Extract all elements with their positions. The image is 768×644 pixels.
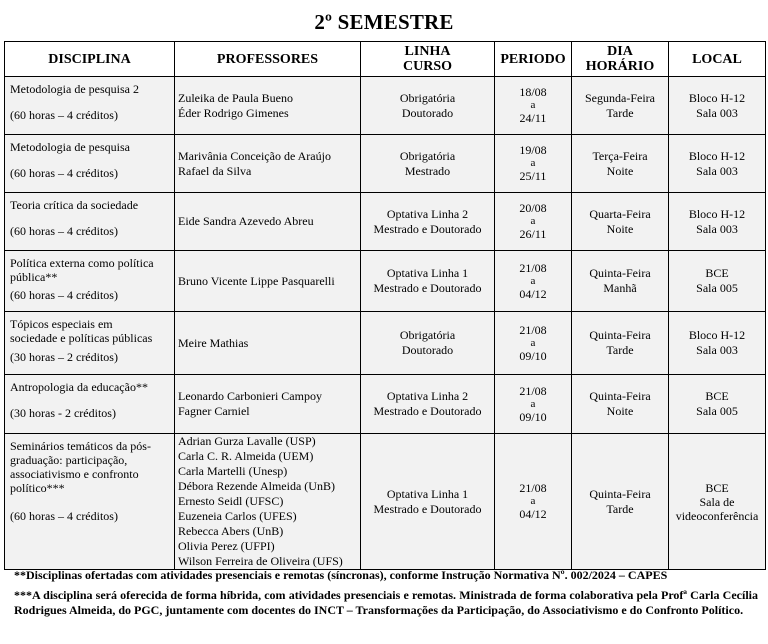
header-dia: DIA: [607, 44, 633, 59]
discipline-cell: [5, 193, 175, 251]
period-separator: a: [530, 157, 536, 169]
discipline-hours: (60 horas – 4 créditos): [10, 509, 118, 523]
period-cell: [495, 251, 572, 312]
local-text: Sala 005: [696, 281, 738, 295]
period-separator: a: [530, 397, 536, 410]
header-row: [5, 42, 766, 77]
period-end: 04/12: [519, 507, 547, 521]
table-row: [5, 77, 766, 135]
line-course-text: Mestrado e Doutorado: [373, 281, 482, 295]
local-text: BCE: [705, 480, 729, 495]
line-course-cell: [361, 251, 495, 312]
day-time-text: Terça-Feira: [592, 148, 648, 163]
period-start: 19/08: [519, 143, 547, 157]
footnote-collaborative: ***A disciplina será oferecida de forma híbrida, com atividades presenciais e remotas. Ministrada de forma colaborativa pela Profª Carla Cecília Rodrigues Almeida, do PGC, juntamente com docentes do INCT – Transformações da Participação, do Associativismo e do Confronto Político.: [14, 587, 758, 617]
line-course-text: Doutorado: [401, 105, 454, 120]
professor-name: Marivânia Conceição de Araújo: [178, 148, 331, 163]
day-time-text: Noite: [606, 163, 634, 178]
discipline-cell: [5, 77, 175, 135]
line-course-cell: [361, 434, 495, 570]
period-cell: [495, 77, 572, 135]
period-end: 25/11: [519, 169, 547, 183]
period-end: 24/11: [519, 111, 547, 125]
discipline-cell: [5, 434, 175, 570]
period-cell: [495, 375, 572, 434]
day-time-text: Quinta-Feira: [589, 328, 651, 342]
local-cell: [669, 251, 766, 312]
discipline-hours: (30 horas – 2 créditos): [10, 350, 118, 364]
period-start: 21/08: [519, 383, 547, 398]
discipline-cell: [5, 375, 175, 434]
professors-cell: [175, 434, 361, 570]
header-curso: CURSO: [402, 59, 452, 74]
page-title: 2º SEMESTRE: [314, 10, 454, 34]
line-course-cell: [361, 135, 495, 193]
line-course-text: Obrigatória: [399, 90, 456, 105]
line-course-text: Optativa Linha 1: [386, 266, 469, 280]
professors-cell: [175, 312, 361, 375]
discipline-cell: [5, 251, 175, 312]
header-linha: LINHA: [404, 44, 451, 59]
discipline-hours: (60 horas – 4 créditos): [10, 224, 118, 238]
period-separator: a: [530, 215, 536, 227]
line-course-text: Mestrado e Doutorado: [373, 501, 482, 516]
professors-cell: [175, 375, 361, 434]
day-time-text: Tarde: [606, 105, 634, 120]
period-start: 18/08: [519, 85, 547, 99]
header-horario: HORÁRIO: [585, 59, 655, 74]
table-row: [5, 375, 766, 434]
local-text: Sala de: [699, 494, 735, 509]
professors-cell: [175, 193, 361, 251]
line-course-text: Doutorado: [401, 343, 454, 357]
line-course-cell: [361, 193, 495, 251]
professor-name: Rebecca Abers (UnB): [178, 524, 284, 538]
day-time-text: Noite: [606, 221, 634, 236]
professor-name: Olivia Perez (UFPI): [178, 539, 275, 553]
line-course-text: Optativa Linha 2: [386, 389, 469, 403]
professor-name: Carla C. R. Almeida (UEM): [178, 449, 314, 463]
day-time-cell: [572, 434, 669, 570]
professor-name: Zuleika de Paula Bueno: [178, 90, 293, 105]
professor-name: Ernesto Seidl (UFSC): [178, 494, 284, 508]
local-cell: [669, 77, 766, 135]
day-time-cell: [572, 251, 669, 312]
discipline-hours: (60 horas – 4 créditos): [10, 166, 118, 180]
local-text: BCE: [705, 266, 729, 280]
period-separator: a: [530, 274, 536, 287]
professor-name: Meire Mathias: [178, 335, 249, 350]
line-course-cell: [361, 77, 495, 135]
period-separator: a: [530, 99, 536, 111]
discipline-name-line: associativismo e confronto: [10, 467, 139, 481]
period-cell: [495, 312, 572, 375]
day-time-cell: [572, 193, 669, 251]
line-course-text: Optativa Linha 2: [386, 206, 469, 221]
line-course-cell: [361, 375, 495, 434]
period-end: 09/10: [519, 348, 547, 363]
discipline-name-line: político***: [10, 481, 65, 495]
professor-name: Éder Rodrigo Gimenes: [178, 105, 289, 120]
day-time-text: Quinta-Feira: [589, 486, 651, 501]
discipline-hours: (60 horas – 4 créditos): [10, 288, 118, 302]
local-text: BCE: [705, 389, 729, 403]
discipline-name-line: Metodologia de pesquisa 2: [10, 82, 139, 96]
day-time-text: Tarde: [606, 343, 634, 357]
day-time-text: Quinta-Feira: [589, 266, 651, 280]
professors-cell: [175, 135, 361, 193]
local-text: Sala 003: [696, 163, 738, 178]
professors-cell: [175, 77, 361, 135]
discipline-name-line: Seminários temáticos da pós-: [10, 439, 151, 453]
header-professores: PROFESSORES: [175, 42, 361, 77]
line-course-text: Obrigatória: [399, 328, 456, 342]
day-time-cell: [572, 135, 669, 193]
line-course-cell: [361, 312, 495, 375]
line-course-text: Mestrado: [404, 163, 451, 178]
line-course-text: Obrigatória: [399, 148, 456, 163]
line-course-text: Mestrado e Doutorado: [373, 404, 482, 418]
period-end: 09/10: [519, 409, 547, 424]
header-disciplina: DISCIPLINA: [5, 42, 175, 77]
day-time-text: Quarta-Feira: [589, 206, 651, 221]
discipline-name-line: graduação: participação,: [10, 453, 128, 467]
day-time-text: Noite: [606, 404, 634, 418]
period-separator: a: [530, 336, 536, 349]
table-row: [5, 135, 766, 193]
period-cell: [495, 193, 572, 251]
professor-name: Leonardo Carbonieri Campoy: [178, 389, 322, 403]
day-time-cell: [572, 77, 669, 135]
local-cell: [669, 193, 766, 251]
day-time-text: Manhã: [603, 281, 637, 295]
period-start: 20/08: [519, 201, 547, 215]
discipline-name-line: Metodologia de pesquisa: [10, 140, 130, 154]
professor-name: Bruno Vicente Lippe Pasquarelli: [178, 273, 335, 288]
period-end: 26/11: [519, 227, 547, 241]
header-local: LOCAL: [669, 42, 766, 77]
professor-name: Rafael da Silva: [178, 163, 252, 178]
table-body: [5, 77, 766, 570]
professor-name: Eide Sandra Azevedo Abreu: [178, 214, 314, 228]
local-text: Bloco H-12: [688, 206, 746, 221]
local-text: Sala 003: [696, 105, 738, 120]
local-cell: [669, 312, 766, 375]
period-end: 04/12: [519, 286, 547, 301]
schedule-table: [4, 41, 766, 570]
local-text: Sala 003: [696, 343, 738, 357]
discipline-name-line: Política externa como política: [10, 256, 154, 270]
period-start: 21/08: [519, 322, 547, 337]
line-course-text: Mestrado e Doutorado: [373, 221, 482, 236]
local-cell: [669, 434, 766, 570]
period-cell: [495, 135, 572, 193]
local-text: Sala 003: [696, 221, 738, 236]
header-periodo: PERIODO: [495, 42, 572, 77]
professor-name: Débora Rezende Almeida (UnB): [178, 479, 335, 493]
table-row: [5, 251, 766, 312]
local-text: videoconferência: [675, 508, 759, 523]
footnote-hybrid-capes: **Disciplinas ofertadas com atividades presenciais e remotas (síncronas), conforme Instrução Normativa Nº. 002/2024 – CAPES: [14, 568, 668, 582]
table-row: [5, 193, 766, 251]
professor-name: Wilson Ferreira de Oliveira (UFS): [178, 554, 343, 568]
period-cell: [495, 434, 572, 570]
discipline-hours: (60 horas – 4 créditos): [10, 108, 118, 122]
local-text: Bloco H-12: [688, 148, 746, 163]
discipline-cell: [5, 312, 175, 375]
period-start: 21/08: [519, 481, 547, 495]
period-start: 21/08: [519, 260, 547, 275]
professor-name: Fagner Carniel: [178, 404, 250, 418]
discipline-name-line: Antropologia da educação**: [10, 380, 148, 394]
local-text: Sala 005: [696, 404, 738, 418]
local-cell: [669, 375, 766, 434]
professor-name: Carla Martelli (Unesp): [178, 464, 288, 478]
discipline-name-line: sociedade e políticas públicas: [10, 331, 153, 345]
local-cell: [669, 135, 766, 193]
professors-cell: [175, 251, 361, 312]
day-time-text: Tarde: [606, 501, 634, 516]
period-separator: a: [530, 495, 536, 507]
day-time-text: Segunda-Feira: [585, 90, 655, 105]
day-time-cell: [572, 375, 669, 434]
discipline-name-line: Tópicos especiais em: [10, 317, 113, 331]
professor-name: Adrian Gurza Lavalle (USP): [178, 434, 316, 448]
header-dia-horario: [572, 42, 669, 77]
table-row: [5, 312, 766, 375]
discipline-name-line: Teoria crítica da sociedade: [10, 198, 139, 212]
header-linha-curso: [361, 42, 495, 77]
local-text: Bloco H-12: [688, 328, 746, 342]
footnotes: [14, 568, 758, 619]
discipline-cell: [5, 135, 175, 193]
line-course-text: Optativa Linha 1: [386, 486, 469, 501]
day-time-text: Quinta-Feira: [589, 389, 651, 403]
day-time-cell: [572, 312, 669, 375]
local-text: Bloco H-12: [688, 90, 746, 105]
discipline-name-line: pública**: [10, 270, 58, 284]
professor-name: Euzeneia Carlos (UFES): [178, 509, 297, 523]
table-row: [5, 434, 766, 570]
discipline-hours: (30 horas - 2 créditos): [10, 406, 116, 420]
